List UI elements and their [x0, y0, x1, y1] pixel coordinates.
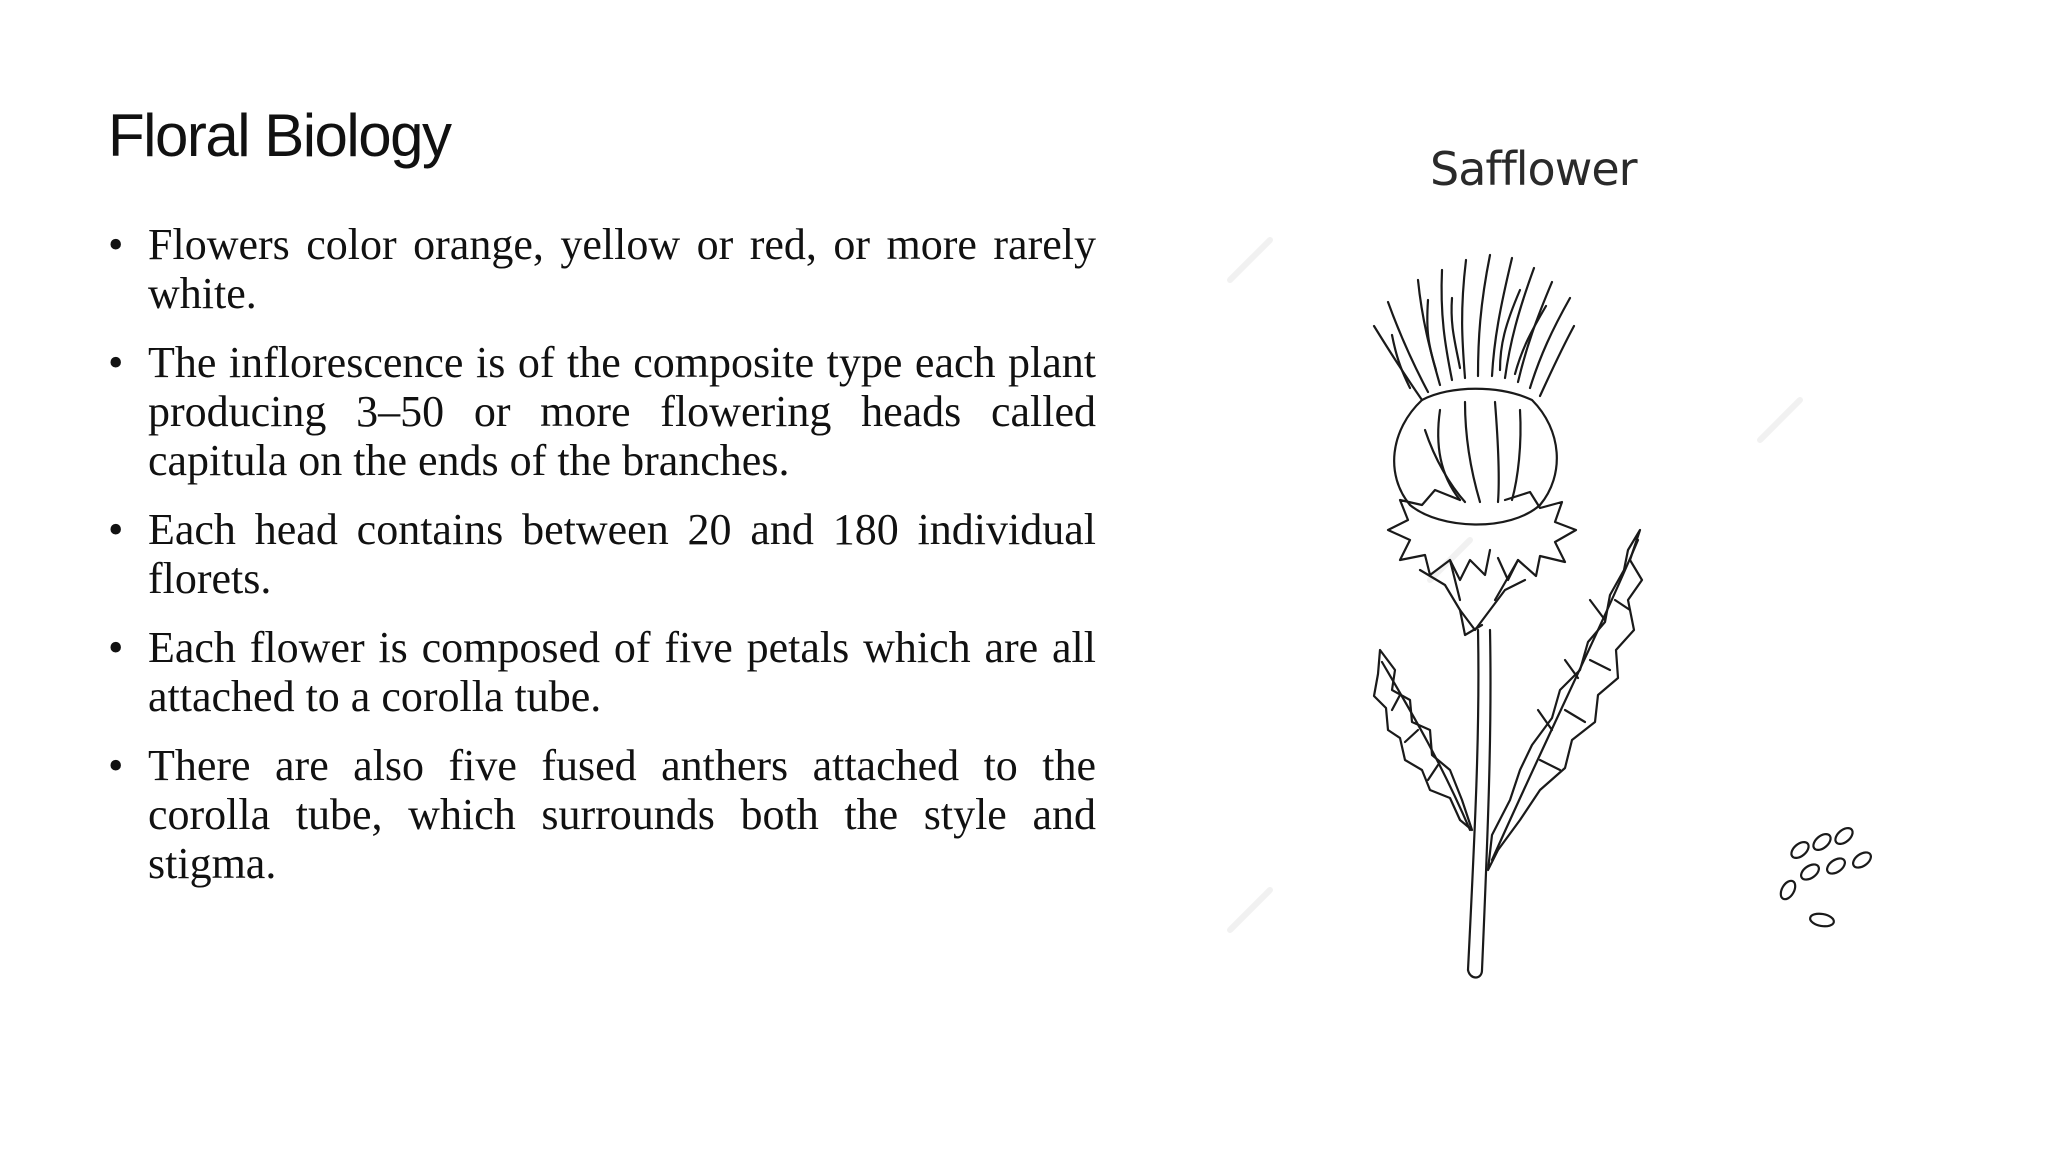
bullet-dot: •	[108, 623, 124, 672]
bullet-item	[108, 623, 1096, 721]
bullet-list	[108, 220, 1096, 908]
bullet-dot: •	[108, 505, 124, 554]
slide-title: Floral Biology	[108, 102, 451, 169]
bullet-item	[108, 505, 1096, 603]
bullet-dot: •	[108, 338, 124, 387]
right-leaf	[1488, 530, 1642, 870]
bullet-text: Flowers color orange, yellow or red, or more rarely white.	[148, 220, 1096, 318]
flower-petals	[1374, 255, 1574, 400]
seeds	[1778, 825, 1874, 928]
bullet-text: Each flower is composed of five petals which are all attached to a corolla tube.	[148, 623, 1096, 721]
safflower-icon	[1160, 130, 1980, 1010]
bullet-item	[108, 741, 1096, 888]
bullet-item	[108, 220, 1096, 318]
bullet-text: The inflorescence is of the composite type each plant producing 3–50 or more flowering heads called capitula on the ends of the branches.	[148, 338, 1096, 485]
bullet-text: There are also five fused anthers attached to the corolla tube, which surrounds both the style and stigma.	[148, 741, 1096, 888]
bullet-item	[108, 338, 1096, 485]
safflower-illustration	[1160, 130, 1980, 1010]
bullet-text: Each head contains between 20 and 180 individual florets.	[148, 505, 1096, 603]
bullet-dot: •	[108, 220, 124, 269]
figure-caption: Safflower	[1430, 142, 1637, 196]
stem	[1468, 630, 1491, 978]
flower-bracts	[1388, 490, 1576, 635]
bullet-dot: •	[108, 741, 124, 790]
left-leaf	[1374, 650, 1472, 830]
